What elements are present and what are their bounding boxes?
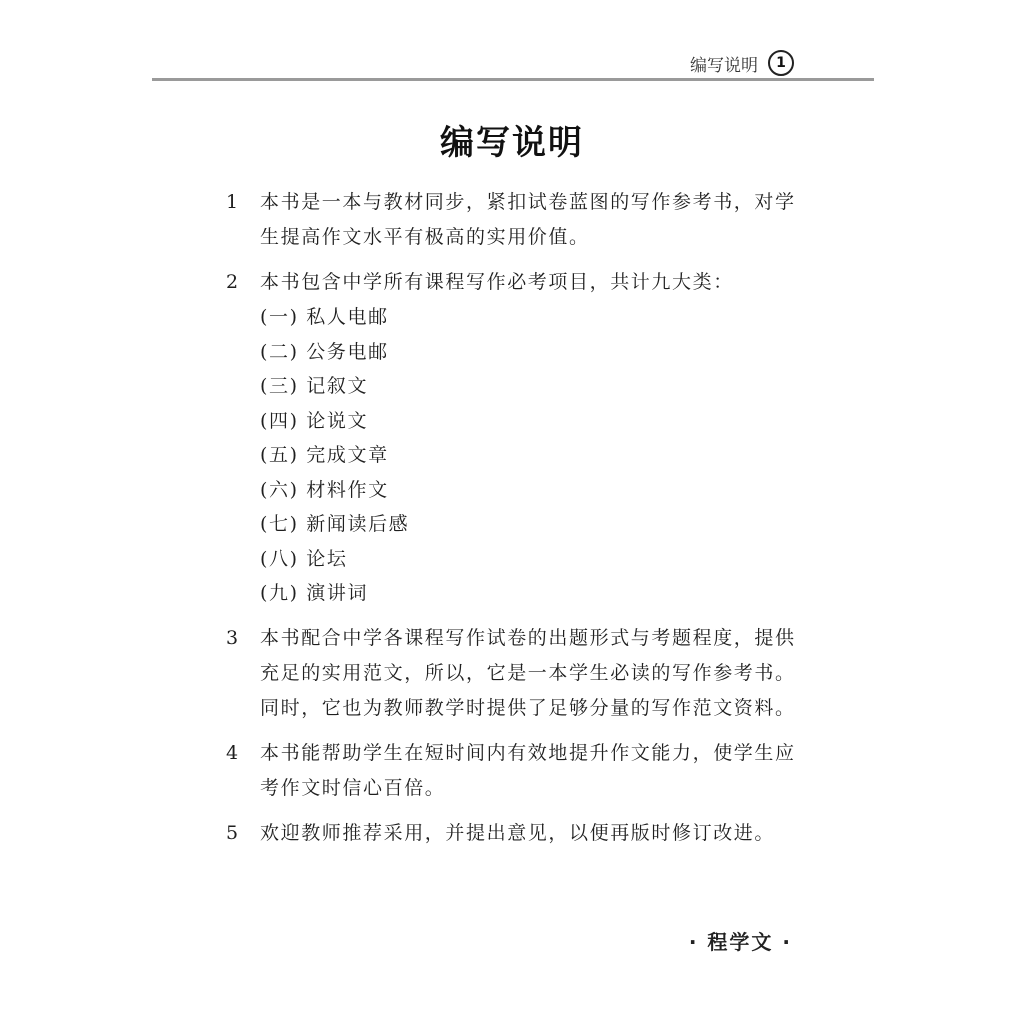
item-number: 3 (226, 626, 240, 649)
list-item-2 (226, 265, 816, 611)
item-text: 本书配合中学各课程写作试卷的出题形式与考题程度，提供充足的实用范文，所以，它是一本学生必读的写作参考书。同时，它也为教师教学时提供了足够分量的写作范文资料。 (260, 626, 796, 719)
category-item: (七) 新闻读后感 (260, 513, 410, 535)
header-rule (152, 78, 874, 81)
category-item: (二) 公务电邮 (260, 340, 389, 363)
running-header-title: 编写说明 (690, 55, 758, 76)
list-item-5 (226, 816, 816, 851)
category-item: (九) 演讲词 (260, 582, 369, 604)
page-number-badge: 1 (768, 50, 794, 76)
list-item-3 (226, 621, 816, 726)
category-item: (六) 材料作文 (260, 478, 389, 501)
item-number: 5 (226, 821, 240, 844)
item-text: 本书是一本与教材同步，紧扣试卷蓝图的写作参考书，对学生提高作文水平有极高的实用价值。 (260, 191, 796, 248)
list-item-4 (226, 736, 816, 806)
list-item-1 (226, 185, 816, 255)
category-list (260, 300, 816, 611)
item-text: 本书能帮助学生在短时间内有效地提升作文能力，使学生应考作文时信心百倍。 (260, 741, 796, 799)
category-item: (三) 记叙文 (260, 375, 369, 397)
category-item: (一) 私人电邮 (260, 306, 389, 328)
author-signature: · 程学文 · (688, 930, 792, 954)
instructions-list (226, 185, 816, 861)
running-header (690, 50, 794, 76)
item-number: 2 (226, 271, 240, 293)
category-item: (八) 论坛 (260, 547, 348, 570)
item-text: 欢迎教师推荐采用，并提出意见，以便再版时修订改进。 (260, 821, 776, 844)
item-number: 1 (226, 191, 240, 213)
page-title: 编写说明 (440, 123, 584, 163)
item-number: 4 (226, 741, 240, 764)
item-text: 本书包含中学所有课程写作必考项目，共计九大类： (260, 271, 734, 293)
category-item: (四) 论说文 (260, 409, 369, 432)
category-item: (五) 完成文章 (260, 444, 389, 466)
